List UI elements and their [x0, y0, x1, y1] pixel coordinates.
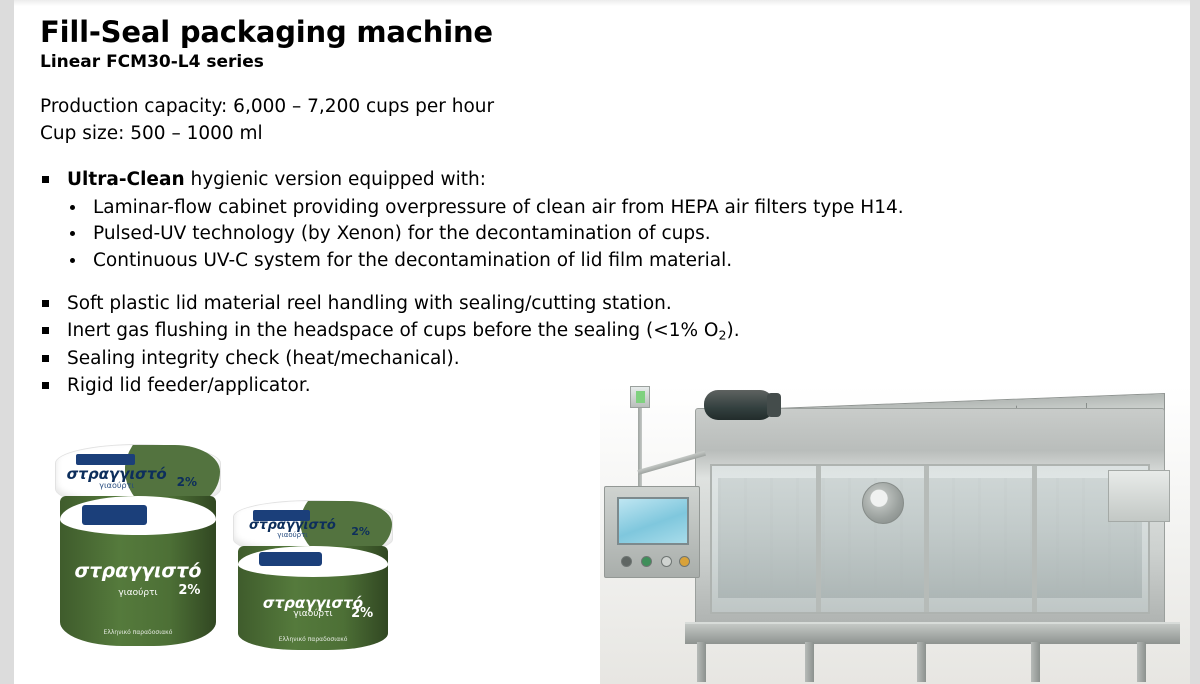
inert-gas-subscript: 2 [718, 327, 727, 343]
cup-product-name: στραγγιστό [262, 593, 364, 612]
inert-gas-text-post: ). [726, 320, 740, 342]
specs-block [40, 94, 1170, 147]
sub-bullet-laminar-flow-text: Laminar-flow cabinet providing overpressure of clean air from HEPA air filters type H14. [93, 197, 904, 219]
square-bullet-icon [42, 382, 49, 389]
dot-bullet-icon [70, 231, 75, 236]
feature-bullet-list [40, 167, 1170, 399]
sub-bullet-pulsed-uv-text: Pulsed-UV technology (by Xenon) for the decontamination of cups. [93, 223, 711, 245]
panel-button-green[interactable] [641, 556, 652, 567]
control-panel-arm [638, 394, 642, 494]
cup-lid-product-subname: γιαούρτι [99, 481, 135, 490]
hmi-touchscreen[interactable] [617, 497, 689, 545]
bullet-inert-gas-flushing-text [67, 318, 1170, 344]
bullet-sealing-integrity [40, 346, 1170, 372]
sub-bullet-uv-c-text: Continuous UV-C system for the decontamination of lid film material. [93, 249, 733, 271]
brand-logo-icon [82, 505, 148, 525]
cup-lid-fat-percent: 2% [176, 475, 198, 489]
machine-legs [685, 642, 1180, 684]
square-bullet-icon [42, 327, 49, 334]
bullet-ultra-clean [40, 167, 1170, 193]
page-subtitle: Linear FCM30-L4 series [40, 52, 264, 73]
bullet-ultra-clean-rest: hygienic version equipped with: [184, 168, 486, 190]
brand-logo-icon [259, 552, 322, 566]
yogurt-cup-small [233, 500, 393, 648]
bullet-ultra-clean-text [67, 167, 1170, 193]
square-bullet-icon [42, 176, 49, 183]
bullet-spacer [40, 274, 1170, 291]
square-bullet-icon [42, 300, 49, 307]
cup-fat-percent: 2% [351, 606, 374, 622]
top-edge-shadow [14, 0, 1190, 6]
page-title: Fill-Seal packaging machine [40, 15, 493, 49]
cup-product-name: στραγγιστό [74, 560, 202, 582]
bullet-lid-reel-handling [40, 291, 1170, 317]
bullet-sealing-integrity-text: Sealing integrity check (heat/mechanical). [67, 347, 460, 369]
machine-motor-unit [704, 390, 774, 420]
bullet-rigid-lid-feeder-text: Rigid lid feeder/applicator. [67, 374, 311, 396]
yogurt-cup-large [55, 444, 221, 644]
machine-conveyor [685, 622, 1180, 644]
cup-body [60, 496, 216, 646]
machine-guard-glass [710, 464, 1150, 614]
slide-content [40, 16, 1170, 400]
cup-lid-fat-percent: 2% [351, 525, 370, 538]
cup-lid-product-name: στραγγιστό [66, 465, 167, 483]
bullet-lid-reel-handling-text: Soft plastic lid material reel handling with sealing/cutting station. [67, 292, 672, 314]
ultra-clean-sublist [40, 195, 1170, 274]
yogurt-cups-photo [45, 432, 405, 672]
bullet-ultra-clean-label: Ultra-Clean [67, 168, 185, 190]
cup-product-subname: γιαούρτι [293, 609, 333, 620]
left-margin-strip [0, 0, 14, 684]
sub-bullet-laminar-flow [40, 195, 1170, 221]
cup-bottom-text: Ελληνικό παραδοσιακό [278, 635, 348, 643]
cup-product-subname: γιαούρτι [118, 588, 158, 598]
sub-bullet-pulsed-uv [40, 221, 1170, 247]
cup-lid-product-name: στραγγιστό [249, 518, 336, 533]
bullet-inert-gas-flushing [40, 318, 1170, 344]
sub-bullet-uv-c [40, 248, 1170, 274]
panel-button-black[interactable] [621, 556, 632, 567]
brand-logo-icon [76, 454, 135, 465]
spec-production-capacity: Production capacity: 6,000 – 7,200 cups per hour [40, 96, 495, 118]
right-margin-strip [1190, 0, 1200, 684]
panel-button-amber[interactable] [679, 556, 690, 567]
machine-film-reel [862, 482, 904, 524]
cup-lid-product-subname: γιαούρτι [277, 531, 308, 539]
machine-outfeed-box [1108, 470, 1170, 522]
cup-fat-percent: 2% [178, 583, 201, 598]
dot-bullet-icon [70, 258, 75, 263]
operator-control-panel[interactable] [604, 486, 700, 578]
cup-bottom-text: Ελληνικό παραδοσιακό [103, 628, 173, 636]
panel-button-white[interactable] [661, 556, 672, 567]
dot-bullet-icon [70, 205, 75, 210]
square-bullet-icon [42, 355, 49, 362]
cup-body [238, 546, 388, 650]
status-lamp-icon [630, 386, 650, 408]
fill-seal-machine-photo [600, 386, 1190, 684]
spec-cup-size: Cup size: 500 – 1000 ml [40, 122, 263, 144]
inert-gas-text-pre: Inert gas flushing in the headspace of cups before the sealing (<1% O [67, 320, 719, 342]
